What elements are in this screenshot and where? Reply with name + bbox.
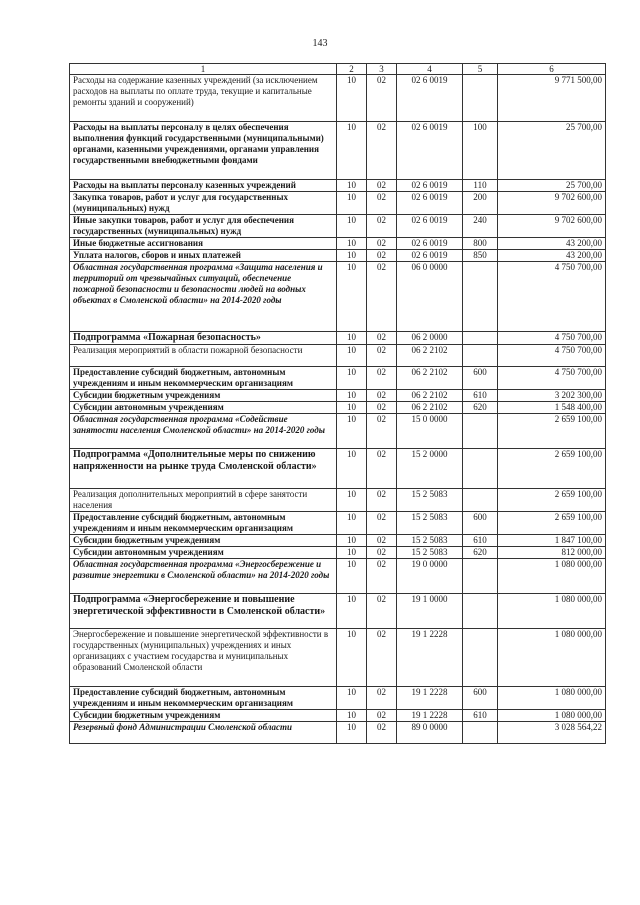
header-cell: 2 (337, 64, 367, 75)
subsection-code-cell: 02 (367, 547, 397, 559)
row-name-cell: Субсидии автономным учреждениям (70, 547, 337, 559)
amount-cell: 25 700,00 (498, 180, 606, 192)
subsection-code-cell: 02 (367, 489, 397, 512)
subsection-code-cell: 02 (367, 449, 397, 489)
target-article-cell: 02 6 0019 (397, 215, 463, 238)
row-name-cell: Областная государственная программа «Защита населения и территорий от чрезвычайных ситуаций, обеспечение пожарной безопасности и безопасности людей на водных объектах в Смоленской области» на 2014-2020 годы (70, 262, 337, 332)
target-article-cell: 06 2 2102 (397, 367, 463, 390)
table-row (70, 238, 606, 250)
target-article-cell: 02 6 0019 (397, 180, 463, 192)
expense-type-cell: 620 (463, 547, 498, 559)
row-name-cell: Предоставление субсидий бюджетным, автономным учреждениям и иным некоммерческим организациям (70, 687, 337, 710)
table-row (70, 262, 606, 332)
target-article-cell: 02 6 0019 (397, 192, 463, 215)
target-article-cell: 15 2 5083 (397, 489, 463, 512)
subsection-code-cell: 02 (367, 594, 397, 629)
table-row (70, 547, 606, 559)
section-code-cell: 10 (337, 722, 367, 744)
subsection-code-cell: 02 (367, 390, 397, 402)
expense-type-cell (463, 414, 498, 449)
table-row (70, 512, 606, 535)
section-code-cell: 10 (337, 687, 367, 710)
target-article-cell: 19 1 2228 (397, 710, 463, 722)
row-name-cell: Подпрограмма «Дополнительные меры по снижению напряженности на рынке труда Смоленской области» (70, 449, 337, 489)
subsection-code-cell: 02 (367, 180, 397, 192)
subsection-code-cell: 02 (367, 535, 397, 547)
target-article-cell: 19 1 2228 (397, 629, 463, 687)
amount-cell: 3 028 564,22 (498, 722, 606, 744)
expense-type-cell: 110 (463, 180, 498, 192)
table-row (70, 629, 606, 687)
table-row (70, 75, 606, 122)
expense-type-cell: 600 (463, 687, 498, 710)
target-article-cell: 06 0 0000 (397, 262, 463, 332)
target-article-cell: 15 2 5083 (397, 535, 463, 547)
expense-type-cell: 610 (463, 710, 498, 722)
target-article-cell: 06 2 2102 (397, 390, 463, 402)
row-name-cell: Субсидии бюджетным учреждениям (70, 710, 337, 722)
row-name-cell: Субсидии бюджетным учреждениям (70, 390, 337, 402)
target-article-cell: 19 1 0000 (397, 594, 463, 629)
row-name-cell: Подпрограмма «Энергосбережение и повышение энергетической эффективности в Смоленской области» (70, 594, 337, 629)
row-name-cell: Областная государственная программа «Энергосбережение и развитие энергетики в Смоленской области» на 2014-2020 годы (70, 559, 337, 594)
target-article-cell: 15 0 0000 (397, 414, 463, 449)
target-article-cell: 89 0 0000 (397, 722, 463, 744)
budget-table (69, 63, 606, 744)
row-name-cell: Субсидии автономным учреждениям (70, 402, 337, 414)
header-row (70, 64, 606, 75)
row-name-cell: Расходы на выплаты персоналу в целях обеспечения выполнения функций государственными (муниципальными) органами, казенными учреждениями, органами управления государственными внебюджетными фондами (70, 122, 337, 180)
row-name-cell: Субсидии бюджетным учреждениям (70, 535, 337, 547)
amount-cell: 1 080 000,00 (498, 559, 606, 594)
section-code-cell: 10 (337, 345, 367, 367)
amount-cell: 9 702 600,00 (498, 192, 606, 215)
subsection-code-cell: 02 (367, 722, 397, 744)
subsection-code-cell: 02 (367, 262, 397, 332)
target-article-cell: 06 2 2102 (397, 345, 463, 367)
table-row (70, 559, 606, 594)
expense-type-cell (463, 262, 498, 332)
header-cell: 6 (498, 64, 606, 75)
amount-cell: 4 750 700,00 (498, 332, 606, 345)
table-row (70, 332, 606, 345)
expense-type-cell: 850 (463, 250, 498, 262)
amount-cell: 4 750 700,00 (498, 367, 606, 390)
subsection-code-cell: 02 (367, 345, 397, 367)
expense-type-cell: 610 (463, 535, 498, 547)
expense-type-cell: 200 (463, 192, 498, 215)
section-code-cell: 10 (337, 192, 367, 215)
amount-cell: 9 702 600,00 (498, 215, 606, 238)
amount-cell: 3 202 300,00 (498, 390, 606, 402)
table-row (70, 687, 606, 710)
row-name-cell: Закупка товаров, работ и услуг для государственных (муниципальных) нужд (70, 192, 337, 215)
target-article-cell: 02 6 0019 (397, 75, 463, 122)
amount-cell: 1 847 100,00 (498, 535, 606, 547)
subsection-code-cell: 02 (367, 512, 397, 535)
expense-type-cell: 800 (463, 238, 498, 250)
row-name-cell: Иные бюджетные ассигнования (70, 238, 337, 250)
table-row (70, 180, 606, 192)
table-row (70, 489, 606, 512)
section-code-cell: 10 (337, 332, 367, 345)
amount-cell: 1 548 400,00 (498, 402, 606, 414)
target-article-cell: 06 2 0000 (397, 332, 463, 345)
target-article-cell: 19 0 0000 (397, 559, 463, 594)
amount-cell: 25 700,00 (498, 122, 606, 180)
section-code-cell: 10 (337, 710, 367, 722)
target-article-cell: 15 2 5083 (397, 512, 463, 535)
header-cell: 3 (367, 64, 397, 75)
amount-cell: 1 080 000,00 (498, 594, 606, 629)
row-name-cell: Энергосбережение и повышение энергетической эффективности в государственных (муниципальных) учреждениях и иных организациях с участием государства и муниципальных образований Смоленской области (70, 629, 337, 687)
amount-cell: 2 659 100,00 (498, 449, 606, 489)
row-name-cell: Областная государственная программа «Содействие занятости населения Смоленской области» на 2014-2020 годы (70, 414, 337, 449)
target-article-cell: 02 6 0019 (397, 250, 463, 262)
section-code-cell: 10 (337, 250, 367, 262)
table-row (70, 192, 606, 215)
target-article-cell: 19 1 2228 (397, 687, 463, 710)
expense-type-cell (463, 722, 498, 744)
row-name-cell: Предоставление субсидий бюджетным, автономным учреждениям и иным некоммерческим организациям (70, 367, 337, 390)
amount-cell: 812 000,00 (498, 547, 606, 559)
row-name-cell: Иные закупки товаров, работ и услуг для обеспечения государственных (муниципальных) нужд (70, 215, 337, 238)
amount-cell: 9 771 500,00 (498, 75, 606, 122)
section-code-cell: 10 (337, 180, 367, 192)
section-code-cell: 10 (337, 367, 367, 390)
section-code-cell: 10 (337, 449, 367, 489)
expense-type-cell (463, 629, 498, 687)
table-row (70, 345, 606, 367)
section-code-cell: 10 (337, 238, 367, 250)
amount-cell: 2 659 100,00 (498, 414, 606, 449)
expense-type-cell: 600 (463, 367, 498, 390)
subsection-code-cell: 02 (367, 710, 397, 722)
expense-type-cell (463, 449, 498, 489)
target-article-cell: 02 6 0019 (397, 122, 463, 180)
subsection-code-cell: 02 (367, 332, 397, 345)
section-code-cell: 10 (337, 594, 367, 629)
section-code-cell: 10 (337, 547, 367, 559)
section-code-cell: 10 (337, 535, 367, 547)
expense-type-cell (463, 332, 498, 345)
subsection-code-cell: 02 (367, 687, 397, 710)
subsection-code-cell: 02 (367, 192, 397, 215)
table-row (70, 122, 606, 180)
header-cell: 1 (70, 64, 337, 75)
row-name-cell: Расходы на содержание казенных учреждений (за исключением расходов на выплаты по оплате труда, текущие и капитальные ремонты зданий и сооружений) (70, 75, 337, 122)
section-code-cell: 10 (337, 489, 367, 512)
section-code-cell: 10 (337, 414, 367, 449)
expense-type-cell (463, 345, 498, 367)
expense-type-cell (463, 75, 498, 122)
row-name-cell: Расходы на выплаты персоналу казенных учреждений (70, 180, 337, 192)
subsection-code-cell: 02 (367, 629, 397, 687)
amount-cell: 1 080 000,00 (498, 687, 606, 710)
expense-type-cell: 240 (463, 215, 498, 238)
table-row (70, 390, 606, 402)
table-row (70, 402, 606, 414)
amount-cell: 43 200,00 (498, 250, 606, 262)
target-article-cell: 15 2 0000 (397, 449, 463, 489)
expense-type-cell: 610 (463, 390, 498, 402)
table-row (70, 449, 606, 489)
header-cell: 4 (397, 64, 463, 75)
table-row (70, 250, 606, 262)
section-code-cell: 10 (337, 262, 367, 332)
row-name-cell: Уплата налогов, сборов и иных платежей (70, 250, 337, 262)
subsection-code-cell: 02 (367, 215, 397, 238)
row-name-cell: Резервный фонд Администрации Смоленской области (70, 722, 337, 744)
target-article-cell: 15 2 5083 (397, 547, 463, 559)
expense-type-cell: 100 (463, 122, 498, 180)
target-article-cell: 02 6 0019 (397, 238, 463, 250)
amount-cell: 2 659 100,00 (498, 512, 606, 535)
amount-cell: 1 080 000,00 (498, 710, 606, 722)
table-row (70, 367, 606, 390)
row-name-cell: Реализация мероприятий в области пожарной безопасности (70, 345, 337, 367)
target-article-cell: 06 2 2102 (397, 402, 463, 414)
expense-type-cell (463, 489, 498, 512)
expense-type-cell: 600 (463, 512, 498, 535)
table-row (70, 722, 606, 744)
page-number: 143 (312, 38, 328, 49)
expense-type-cell: 620 (463, 402, 498, 414)
table-row (70, 215, 606, 238)
subsection-code-cell: 02 (367, 122, 397, 180)
section-code-cell: 10 (337, 215, 367, 238)
subsection-code-cell: 02 (367, 367, 397, 390)
header-cell: 5 (463, 64, 498, 75)
expense-type-cell (463, 559, 498, 594)
subsection-code-cell: 02 (367, 402, 397, 414)
amount-cell: 1 080 000,00 (498, 629, 606, 687)
subsection-code-cell: 02 (367, 238, 397, 250)
expense-type-cell (463, 594, 498, 629)
section-code-cell: 10 (337, 390, 367, 402)
subsection-code-cell: 02 (367, 414, 397, 449)
section-code-cell: 10 (337, 122, 367, 180)
section-code-cell: 10 (337, 75, 367, 122)
table-row (70, 535, 606, 547)
section-code-cell: 10 (337, 402, 367, 414)
section-code-cell: 10 (337, 629, 367, 687)
table-row (70, 414, 606, 449)
subsection-code-cell: 02 (367, 75, 397, 122)
table-row (70, 594, 606, 629)
subsection-code-cell: 02 (367, 559, 397, 594)
row-name-cell: Подпрограмма «Пожарная безопасность» (70, 332, 337, 345)
subsection-code-cell: 02 (367, 250, 397, 262)
row-name-cell: Предоставление субсидий бюджетным, автономным учреждениям и иным некоммерческим организациям (70, 512, 337, 535)
row-name-cell: Реализация дополнительных мероприятий в сфере занятости населения (70, 489, 337, 512)
amount-cell: 4 750 700,00 (498, 262, 606, 332)
amount-cell: 2 659 100,00 (498, 489, 606, 512)
amount-cell: 43 200,00 (498, 238, 606, 250)
section-code-cell: 10 (337, 512, 367, 535)
amount-cell: 4 750 700,00 (498, 345, 606, 367)
table-row (70, 710, 606, 722)
section-code-cell: 10 (337, 559, 367, 594)
